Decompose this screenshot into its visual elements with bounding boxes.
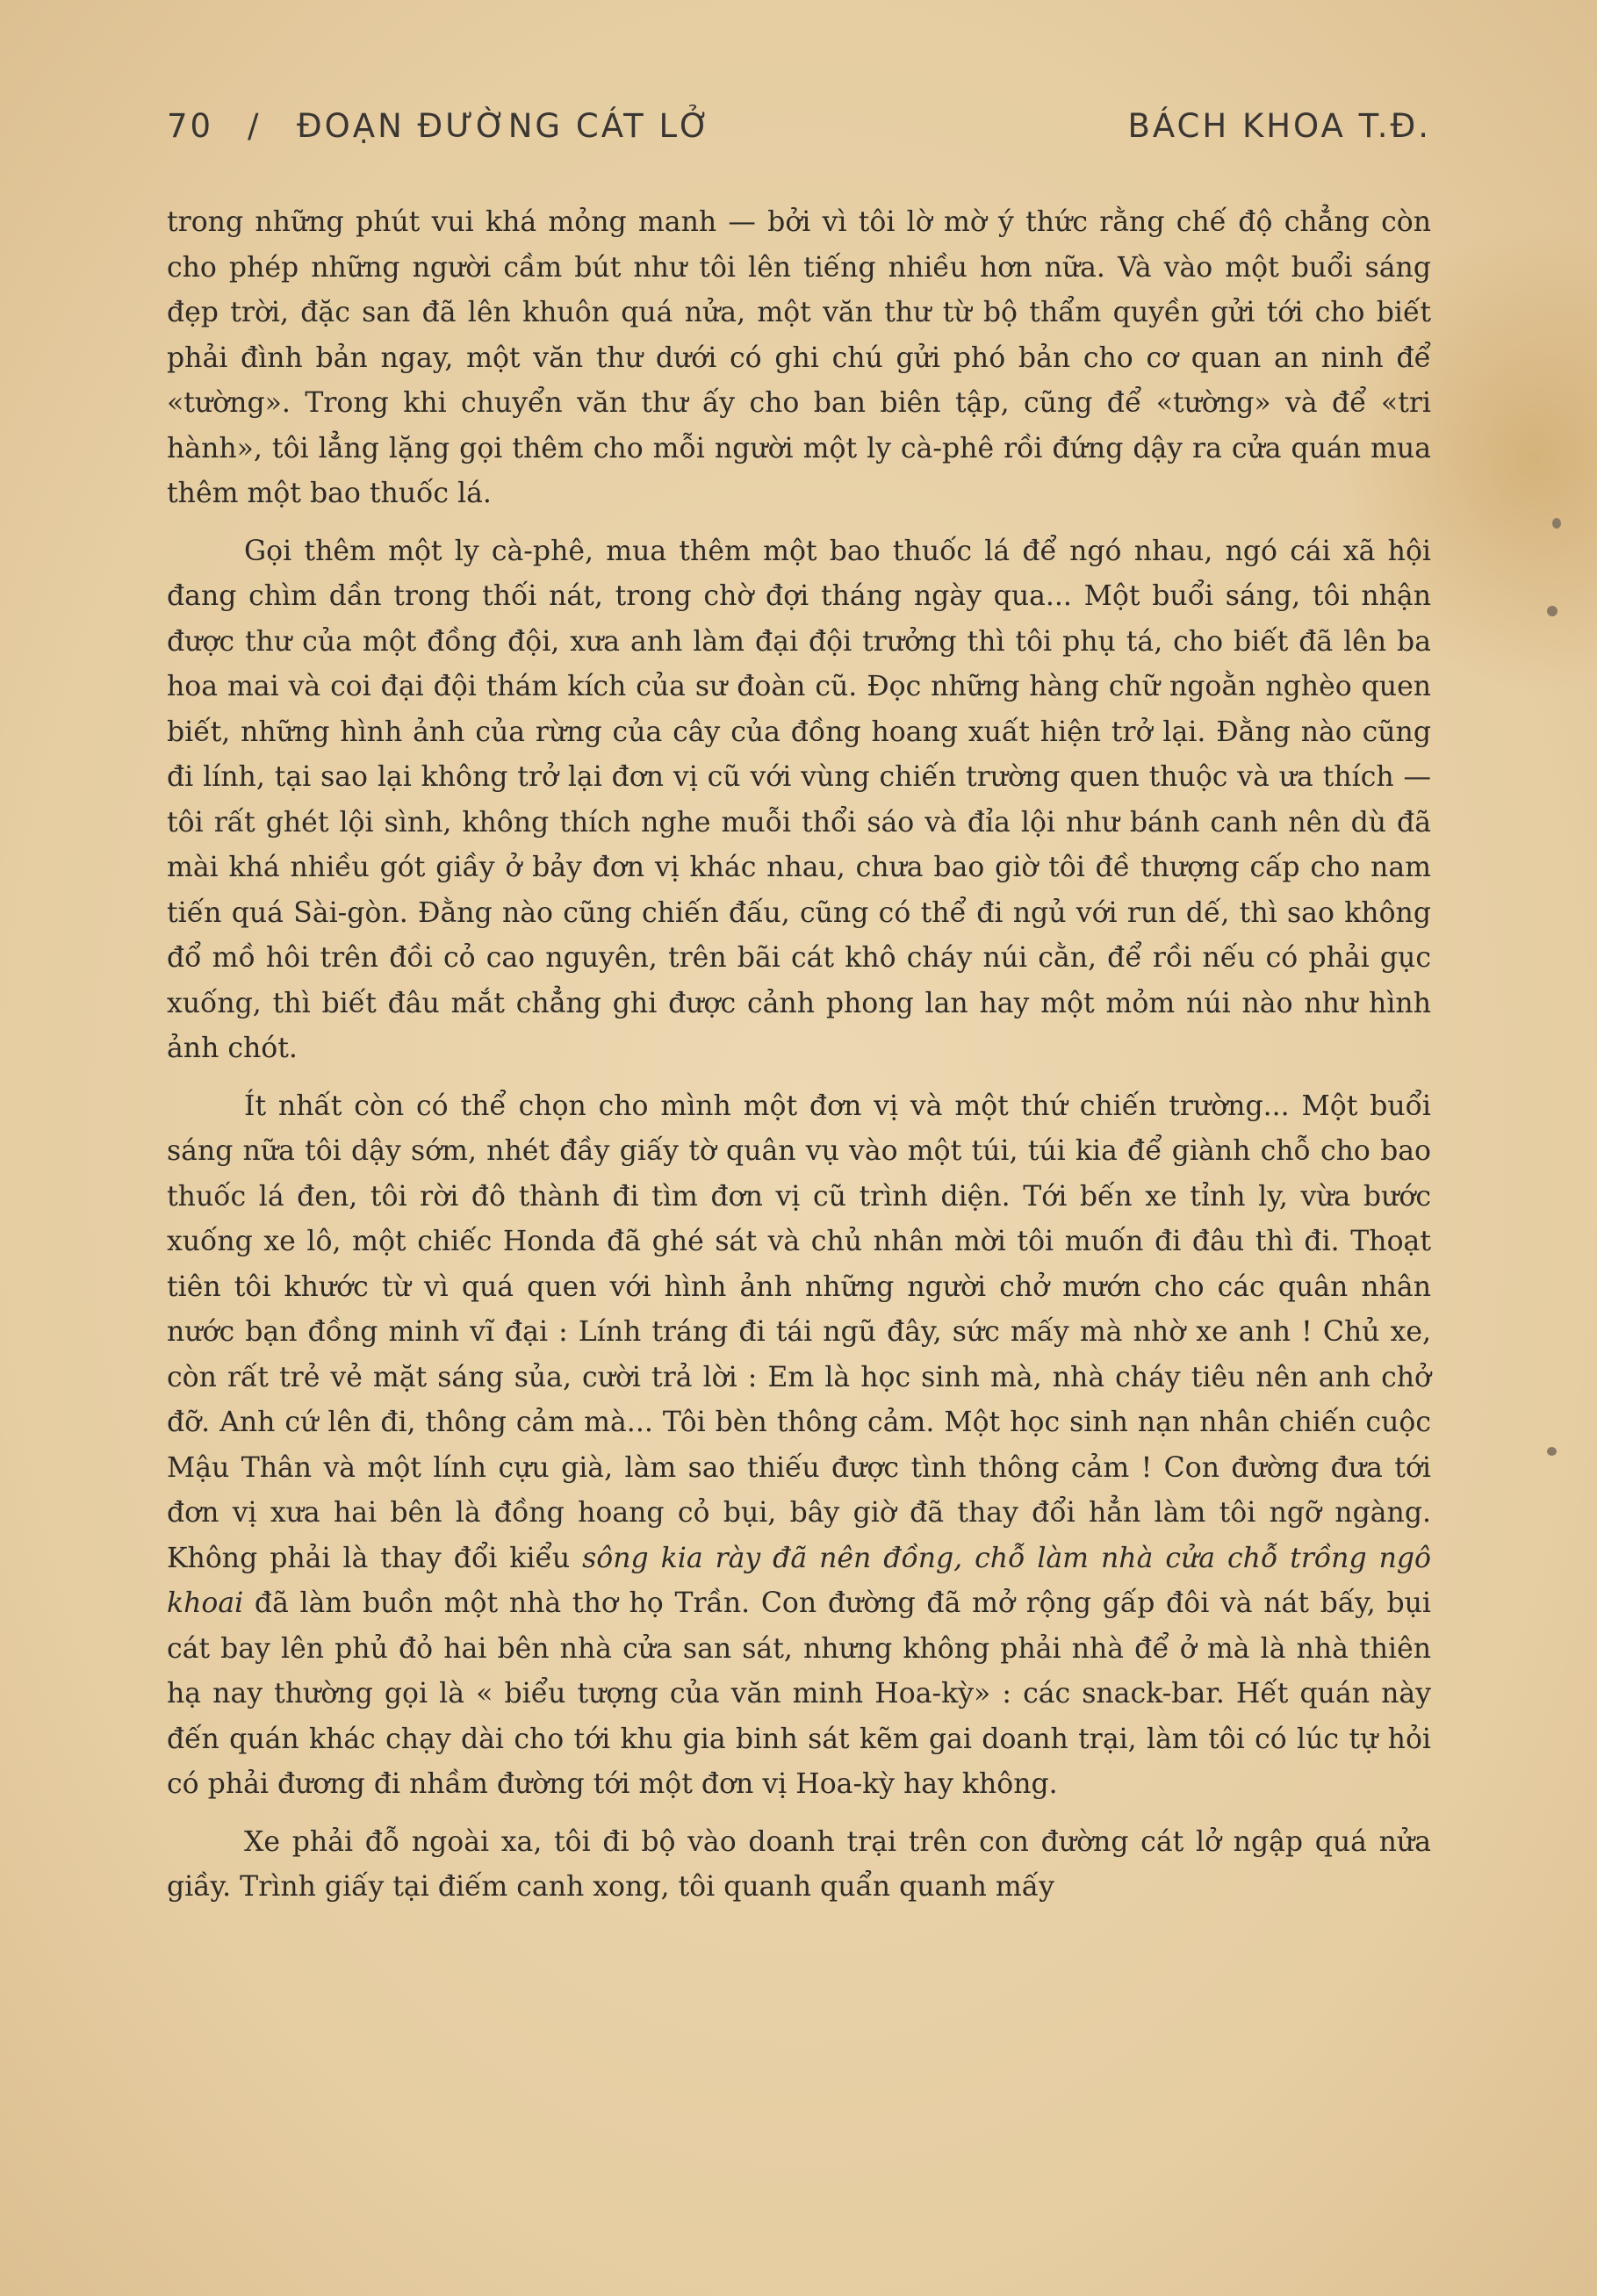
running-header xyxy=(167,107,1431,160)
paragraph xyxy=(167,529,1431,1072)
journal-name: BÁCH KHOA T.Đ. xyxy=(1127,107,1431,145)
ink-spot xyxy=(1547,1447,1557,1456)
article-body xyxy=(167,200,1431,1911)
paragraph-text: trong những phút vui khá mỏng manh — bởi vì tôi lờ mờ ý thức rằng chế độ chẳng còn cho phép những người cầm bút như tôi lên tiếng nhiều hơn nữa. Và vào một buổi sáng đẹp trời, đặc san đã lên khuôn quá nửa, một văn thư từ bộ thẩm quyền gửi tới cho biết phải đình bản ngay, một văn thư dưới có ghi chú gửi phó bản cho cơ quan an ninh để «tường». Trong khi chuyển văn thư ấy cho ban biên tập, cũng để «tường» và để «tri hành», tôi lẳng lặng gọi thêm cho mỗi người một ly cà-phê rồi đứng dậy ra cửa quán mua thêm một bao thuốc lá. xyxy=(167,206,1431,509)
paragraph xyxy=(167,1084,1431,1808)
article-title: ĐOẠN ĐƯỜNG CÁT LỞ xyxy=(297,107,712,145)
paragraph xyxy=(167,200,1431,517)
ink-spot xyxy=(1552,518,1561,529)
page-number: 70 xyxy=(167,107,214,145)
paragraph-text: Gọi thêm một ly cà-phê, mua thêm một bao thuốc lá để ngó nhau, ngó cái xã hội đang chìm dần trong thối nát, trong chờ đợi tháng ngày qua... Một buổi sáng, tôi nhận được thư của một đồng đội, xưa anh làm đại đội trưởng thì tôi phụ tá, cho biết đã lên ba hoa mai và coi đại đội thám kích của sư đoàn cũ. Đọc những hàng chữ ngoằn nghèo quen biết, những hình ảnh của rừng của cây của đồng hoang xuất hiện trở lại. Đằng nào cũng đi lính, tại sao lại không trở lại đơn vị cũ với vùng chiến trường quen thuộc và ưa thích — tôi rất ghét lội sình, không thích nghe muỗi thổi sáo và đỉa lội như bánh canh nên dù đã mài khá nhiều gót giầy ở bảy đơn vị khác nhau, chưa bao giờ tôi đề thượng cấp cho nam tiến quá Sài-gòn. Đằng nào cũng chiến đấu, cũng có thể đi ngủ với run dế, thì sao không đổ mồ hôi trên đồi cỏ cao nguyên, trên bãi cát khô cháy núi cằn, để rồi nếu có phải gục xuống, thì biết đâu mắt chẳng ghi được cảnh phong lan hay một mỏm núi nào như hình ảnh chót. xyxy=(167,535,1431,1064)
header-separator: / xyxy=(248,107,262,145)
paragraph xyxy=(167,1820,1431,1911)
paragraph-text: đã làm buồn một nhà thơ họ Trần. Con đường đã mở rộng gấp đôi và nát bấy, bụi cát bay lên phủ đỏ hai bên nhà cửa san sát, nhưng không phải nhà để ở mà là nhà thiên hạ nay thường gọi là « biểu tượng của văn minh Hoa-kỳ» : các snack-bar. Hết quán này đến quán khác chạy dài cho tới khu gia binh sát kẽm gai doanh trại, làm tôi có lúc tự hỏi có phải đương đi nhầm đường tới một đơn vị Hoa-kỳ hay không. xyxy=(167,1587,1432,1800)
paragraph-text: Xe phải đỗ ngoài xa, tôi đi bộ vào doanh trại trên con đường cát lở ngập quá nửa giầy. Trình giấy tại điếm canh xong, tôi quanh quẩn quanh mấy xyxy=(167,1825,1431,1903)
italic-quote: sông kia rày đã nên đồng, chỗ làm nhà cửa chỗ trồng ngô khoai xyxy=(167,1542,1432,1619)
ink-spot xyxy=(1547,606,1557,616)
paragraph-text: Ít nhất còn có thể chọn cho mình một đơn vị và một thứ chiến trường... Một buổi sáng nữa tôi dậy sớm, nhét đầy giấy tờ quân vụ vào một túi, túi kia để giành chỗ cho bao thuốc lá đen, tôi rời đô thành đi tìm đơn vị cũ trình diện. Tới bến xe tỉnh ly, vừa bước xuống xe lô, một chiếc Honda đã ghé sát và chủ nhân mời tôi muốn đi đâu thì đi. Thoạt tiên tôi khước từ vì quá quen với hình ảnh những người chở mướn cho các quân nhân nước bạn đồng minh vĩ đại : Lính tráng đi tái ngũ đây, sức mấy mà nhờ xe anh ! Chủ xe, còn rất trẻ vẻ mặt sáng sủa, cười trả lời : Em là học sinh mà, nhà cháy tiêu nên anh chở đỡ. Anh cứ lên đi, thông cảm mà... Tôi bèn thông cảm. Một học sinh nạn nhân chiến cuộc Mậu Thân và một lính cựu già, làm sao thiếu được tình thông cảm ! Con đường đưa tới đơn vị xưa hai bên là đồng hoang cỏ bụi, bây giờ đã thay đổi hẳn làm tôi ngỡ ngàng. Không phải là thay đổi kiểu xyxy=(167,1090,1431,1574)
